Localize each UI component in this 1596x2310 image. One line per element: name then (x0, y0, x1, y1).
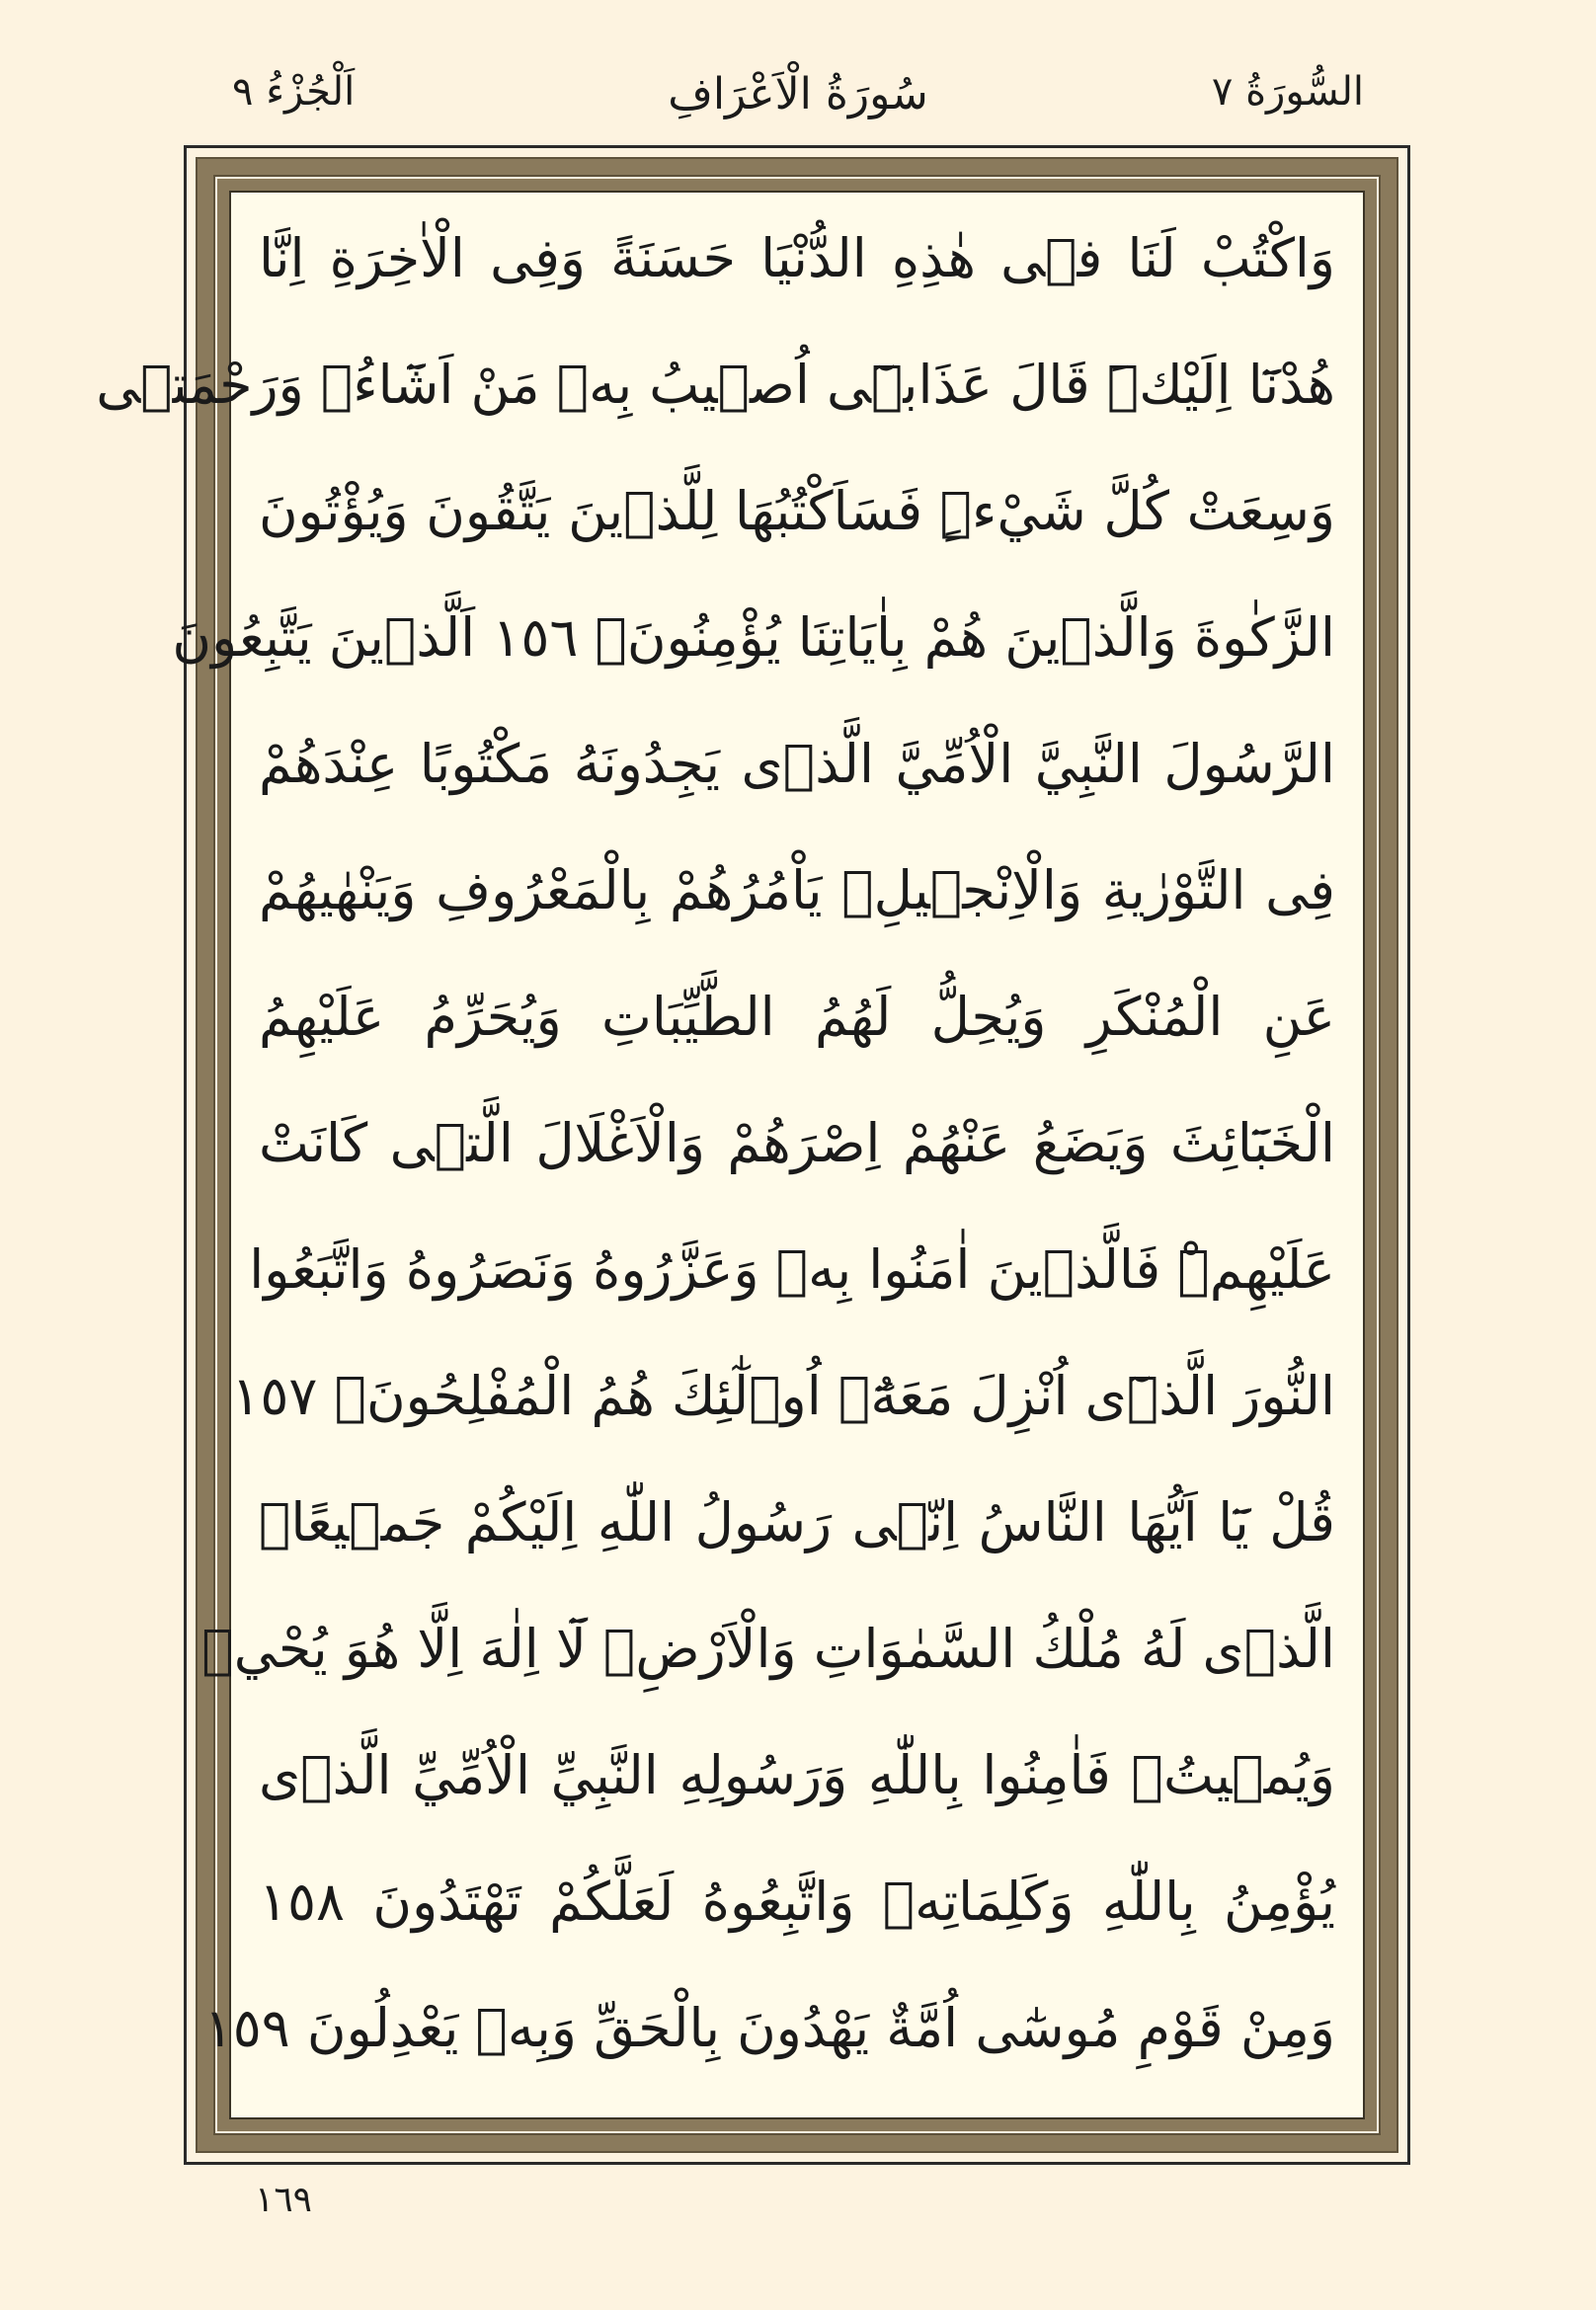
text-line: وَيُمٖيتُۖ فَاٰمِنُوا بِاللّٰهِ وَرَسُولِهِ النَّبِيِّ الْاُمِّيِّ الَّذٖى (259, 1744, 1335, 1806)
surah-title: سُورَةُ الْاَعْرَافِ (668, 69, 928, 119)
text-line: الْخَبَٓائِثَ وَيَضَعُ عَنْهُمْ اِصْرَهُمْ وَالْاَغْلَالَ الَّتٖى كَانَتْ (259, 1112, 1335, 1174)
text-line: الرَّسُولَ النَّبِيَّ الْاُمِّيَّ الَّذٖى يَجِدُونَهُ مَكْتُوبًا عِنْدَهُمْ (259, 733, 1335, 795)
text-line: عَلَيْهِمْۜ فَالَّذٖينَ اٰمَنُوا بِهٖ وَعَزَّرُوهُ وَنَصَرُوهُ وَاتَّبَعُوا (249, 1238, 1335, 1301)
text-line: وَمِنْ قَوْمِ مُوسٰٓى اُمَّةٌ يَهْدُونَ بِالْحَقِّ وَبِهٖ يَعْدِلُونَ ١٥٩ (203, 1997, 1335, 2059)
page-header (0, 69, 1596, 128)
text-line: فِى التَّوْرٰيةِ وَالْاِنْجٖيلِۘ يَاْمُرُهُمْ بِالْمَعْرُوفِ وَيَنْهٰيهُمْ (259, 859, 1335, 921)
text-line: قُلْ يَٓا اَيُّهَا النَّاسُ اِنّٖى رَسُولُ اللّٰهِ اِلَيْكُمْ جَمٖيعًاۨ (259, 1491, 1335, 1553)
surah-number: السُّورَةُ ٧ (1211, 69, 1364, 115)
text-line: وَسِعَتْ كُلَّ شَيْءٍۜ فَسَاَكْتُبُهَا لِلَّذٖينَ يَتَّقُونَ وَيُؤْتُونَ (259, 480, 1335, 542)
text-line: الَّذٖى لَهُ مُلْكُ السَّمٰوَاتِ وَالْاَرْضِۚ لَٓا اِلٰهَ اِلَّا هُوَ يُحْيٖ (201, 1618, 1335, 1680)
juz-number: اَلْجُزْءُ ٩ (232, 69, 356, 115)
text-panel (96, 191, 1365, 2119)
text-line: يُؤْمِنُ بِاللّٰهِ وَكَلِمَاتِهٖ وَاتَّبِعُوهُ لَعَلَّكُمْ تَهْتَدُونَ ١٥٨ (259, 1871, 1335, 1933)
page-number: ١٦٩ (255, 2180, 313, 2220)
text-line: الزَّكٰوةَ وَالَّذٖينَ هُمْ بِاٰيَاتِنَا يُؤْمِنُونَۚ ١٥٦ اَلَّذٖينَ يَتَّبِعُونَ (172, 606, 1335, 669)
text-line: عَنِ الْمُنْكَرِ وَيُحِلُّ لَهُمُ الطَّيِّبَاتِ وَيُحَرِّمُ عَلَيْهِمُ (259, 986, 1335, 1048)
text-line: هُدْنَٓا اِلَيْكَۜ قَالَ عَذَابٖٓى اُصٖيبُ بِهٖ مَنْ اَشَٓاءُۚ وَرَحْمَتٖى (96, 354, 1335, 416)
text-line: وَاكْتُبْ لَنَا فٖى هٰذِهِ الدُّنْيَا حَسَنَةً وَفِى الْاٰخِرَةِ اِنَّا (259, 227, 1335, 289)
text-line: النُّورَ الَّذٖٓى اُنْزِلَ مَعَهُٓۙ اُو۬لٰٓئِكَ هُمُ الْمُفْلِحُونَۚ ١٥٧ (231, 1365, 1335, 1427)
